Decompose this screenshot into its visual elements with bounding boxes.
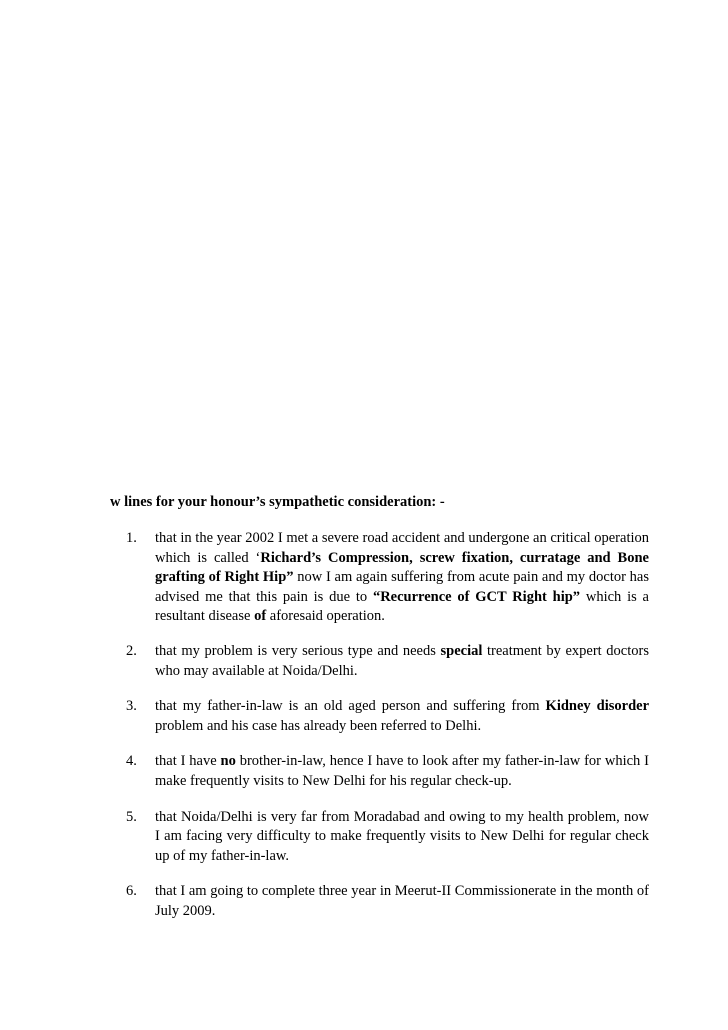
text-run: problem and his case has already been referred to Delhi. xyxy=(155,717,482,734)
list-item xyxy=(126,642,649,681)
item-number: 1. xyxy=(126,530,137,546)
bold-text-run: of xyxy=(254,608,267,625)
text-run: aforesaid operation. xyxy=(266,608,385,625)
list-item xyxy=(126,697,649,736)
text-run: now I am again suffering from acute pain and my doctor has advised me that this pain is due to xyxy=(155,569,649,605)
list-item xyxy=(126,529,649,627)
item-text xyxy=(155,643,649,679)
list-item xyxy=(126,882,649,921)
bold-text-run: special xyxy=(440,642,483,659)
item-number: 4. xyxy=(126,753,137,770)
text-run: that I am going to complete three year in Meerut-II Commissionerate in the month of July 2009. xyxy=(155,883,649,919)
text-run: that Noida/Delhi is very far from Moradabad and owing to my health problem, now I am facing very difficulty to make frequently visits to New Delhi for regular check up of my father-in-law. xyxy=(155,808,649,864)
item-text xyxy=(155,698,649,734)
text-run: brother-in-law, hence I have to look after my father-in-law for which I make frequently visits to New Delhi for his regular check-up. xyxy=(155,753,649,789)
item-text xyxy=(155,809,649,864)
item-number: 2. xyxy=(126,642,137,659)
bold-text-run: no xyxy=(220,753,236,770)
bold-text-run: “Recurrence of GCT Right hip” xyxy=(372,588,581,605)
text-run: that in the year 2002 I met a severe road accident and undergone an critical operation which is called ‘ xyxy=(155,530,649,566)
list-item xyxy=(126,752,649,791)
intro-line: w lines for your honour’s sympathetic consideration: - xyxy=(110,494,445,510)
item-number: 5. xyxy=(126,808,137,825)
text-run: treatment by expert doctors who may available at Noida/Delhi. xyxy=(155,642,649,679)
text-run: which is a resultant disease xyxy=(155,588,649,625)
text-run: that I have xyxy=(155,753,221,770)
item-text xyxy=(155,883,649,919)
bold-text-run: Kidney disorder xyxy=(545,698,650,715)
list-item xyxy=(126,808,649,867)
item-number: 3. xyxy=(126,698,137,715)
numbered-list xyxy=(126,529,649,937)
item-number: 6. xyxy=(126,883,137,900)
item-text xyxy=(155,753,649,789)
bold-text-run: Richard’s Compression, screw fixation, curratage and Bone grafting of Right Hip” xyxy=(155,549,649,586)
text-run: that my problem is very serious type and needs xyxy=(155,642,441,659)
item-text xyxy=(155,530,649,624)
text-run: that my father-in-law is an old aged person and suffering from xyxy=(155,698,546,715)
